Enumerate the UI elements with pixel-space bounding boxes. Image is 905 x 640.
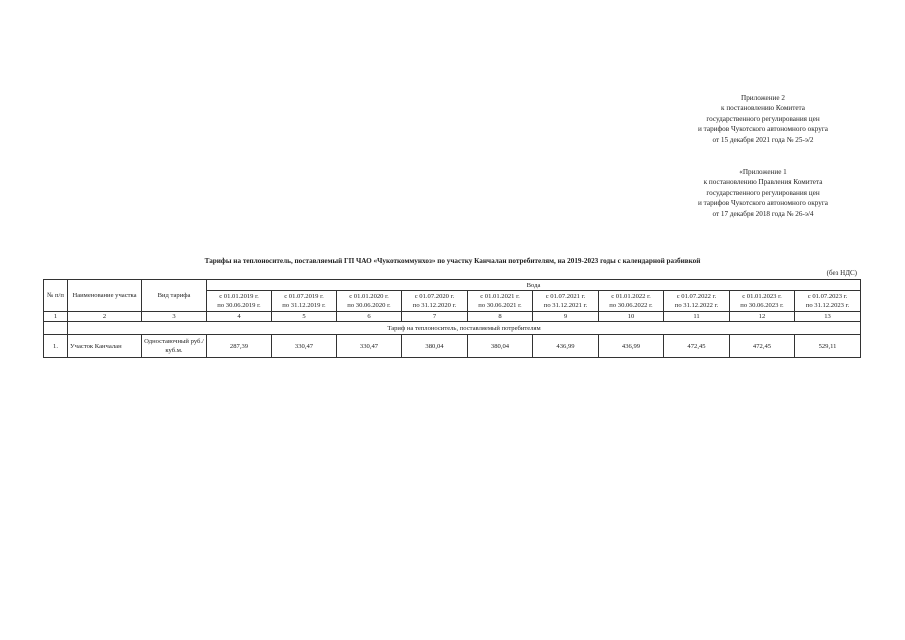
period-header (402, 291, 468, 312)
column-number: 10 (599, 312, 664, 322)
period-to: по 30.06.2021 г. (478, 302, 522, 309)
tariff-table (43, 279, 861, 358)
row-value: 436,99 (533, 335, 599, 358)
row-num: 1. (44, 335, 68, 358)
period-header (795, 291, 861, 312)
period-header (207, 291, 272, 312)
row-section: Участок Канчалан (68, 335, 142, 358)
row-value: 380,04 (468, 335, 533, 358)
appendix-header-original (643, 167, 883, 219)
appendix-line: «Приложение 1 (739, 168, 787, 176)
column-number: 11 (664, 312, 730, 322)
period-header (533, 291, 599, 312)
appendix-line: от 17 декабря 2018 года № 26-э/4 (712, 209, 814, 218)
period-from: с 01.01.2023 г. (742, 293, 782, 300)
period-from: с 01.07.2022 г. (676, 293, 717, 300)
column-number: 9 (533, 312, 599, 322)
column-number: 12 (730, 312, 795, 322)
column-number: 7 (402, 312, 468, 322)
subheader: Тариф на теплоноситель, поставляемый потребителям (68, 322, 861, 335)
period-to: по 30.06.2020 г. (347, 302, 391, 309)
document-title: Тарифы на теплоноситель, поставляемый ГП ЧАО «Чукоткоммунхоз» по участку Канчалан потребителям, на 2019-2023 годы с календарной разбивкой (204, 257, 701, 265)
period-header (664, 291, 730, 312)
row-value: 529,11 (795, 335, 861, 358)
appendix-line: государственного регулирования цен (706, 114, 820, 123)
row-value: 330,47 (272, 335, 337, 358)
vat-note: (без НДС) (826, 269, 857, 277)
appendix-line: государственного регулирования цен (706, 188, 820, 197)
column-number: 13 (795, 312, 861, 322)
appendix-line: Приложение 2 (741, 94, 785, 102)
period-to: по 31.12.2020 г. (412, 302, 457, 309)
period-to: по 31.12.2021 г. (543, 302, 588, 309)
period-from: с 01.07.2019 г. (284, 293, 324, 300)
column-number-row (44, 312, 861, 322)
period-to: по 30.06.2023 г. (740, 302, 784, 309)
appendix-header-current (643, 93, 883, 145)
column-number: 5 (272, 312, 337, 322)
column-number: 4 (207, 312, 272, 322)
period-header (468, 291, 533, 312)
header-num: № п/п (44, 280, 68, 312)
period-from: с 01.07.2020 г. (414, 293, 455, 300)
row-value: 287,39 (207, 335, 272, 358)
row-value: 436,99 (599, 335, 664, 358)
period-to: по 30.06.2022 г. (609, 302, 653, 309)
period-from: с 01.07.2023 г. (807, 293, 848, 300)
header-tariff-type: Вид тарифа (142, 280, 207, 312)
appendix-line: к постановлению Правления Комитета (703, 178, 823, 187)
column-number: 2 (68, 312, 142, 322)
period-to: по 31.12.2023 г. (805, 302, 850, 309)
row-value: 330,47 (337, 335, 402, 358)
period-from: с 01.01.2022 г. (611, 293, 651, 300)
column-number: 6 (337, 312, 402, 322)
column-number: 8 (468, 312, 533, 322)
period-from: с 01.01.2020 г. (349, 293, 389, 300)
period-header (337, 291, 402, 312)
period-header (730, 291, 795, 312)
period-header (599, 291, 664, 312)
row-tariff-type: Одноставочный руб./куб.м. (142, 335, 207, 358)
row-value: 380,04 (402, 335, 468, 358)
period-to: по 30.06.2019 г. (217, 302, 261, 309)
header-water-group: Вода (207, 280, 861, 291)
period-from: с 01.01.2019 г. (219, 293, 259, 300)
period-to: по 31.12.2019 г. (282, 302, 326, 309)
row-value: 472,45 (664, 335, 730, 358)
period-to: по 31.12.2022 г. (674, 302, 719, 309)
appendix-line: к постановлению Комитета (721, 104, 805, 113)
period-header (272, 291, 337, 312)
appendix-line: от 15 декабря 2021 года № 25-э/2 (712, 135, 814, 144)
table-row (44, 335, 861, 358)
period-from: с 01.01.2021 г. (480, 293, 520, 300)
column-number: 3 (142, 312, 207, 322)
appendix-line: и тарифов Чукотского автономного округа (698, 125, 828, 134)
subheader-blank (44, 322, 68, 335)
appendix-line: и тарифов Чукотского автономного округа (698, 199, 828, 208)
period-from: с 01.07.2021 г. (545, 293, 586, 300)
row-value: 472,45 (730, 335, 795, 358)
header-section: Наименование участка (68, 280, 142, 312)
column-number: 1 (44, 312, 68, 322)
